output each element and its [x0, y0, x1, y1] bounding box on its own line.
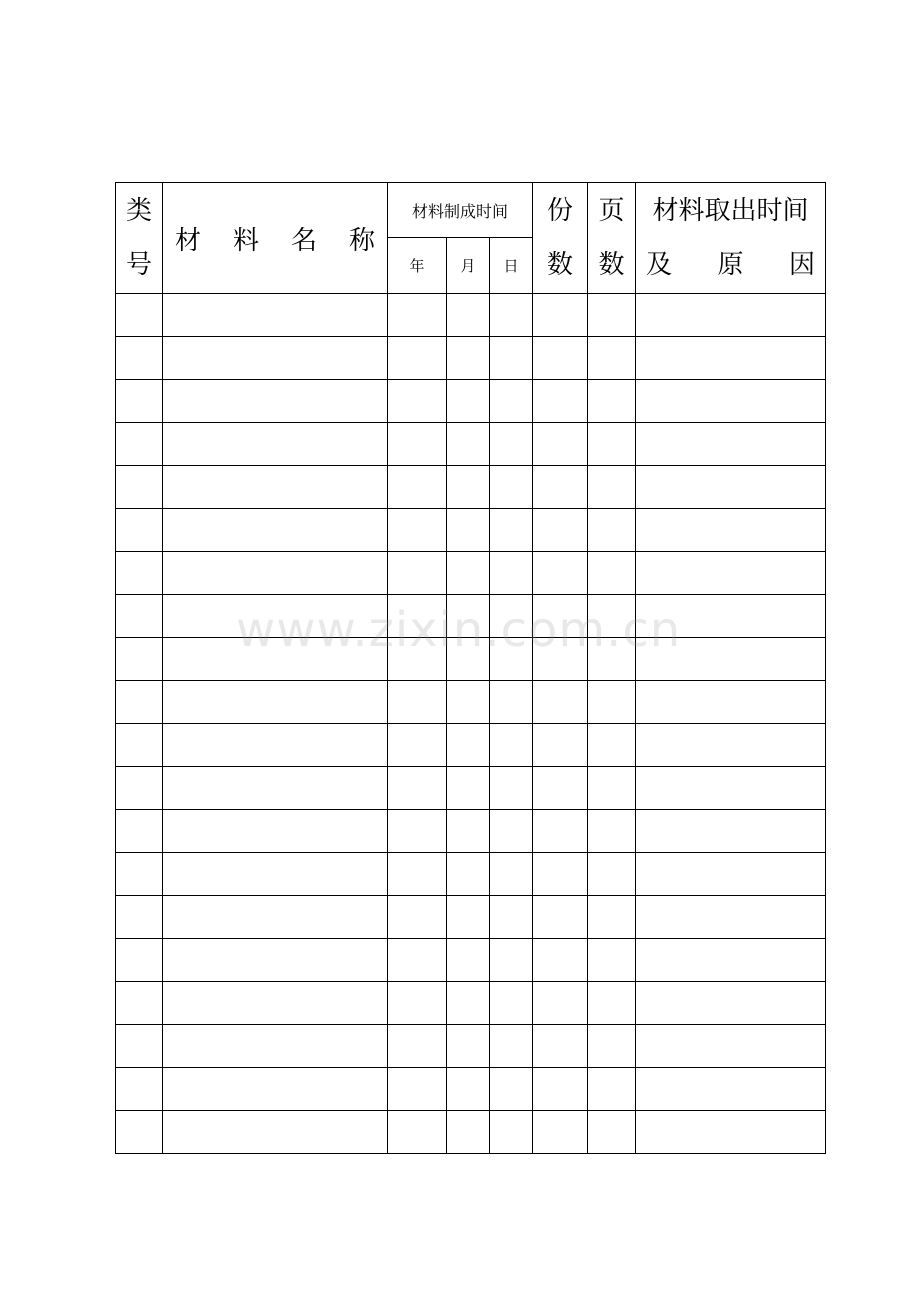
- cell-removed-reason[interactable]: [636, 380, 826, 423]
- header-removed-time-reason: [636, 183, 826, 294]
- header-month: 月: [447, 238, 490, 294]
- header-category-no: [116, 183, 163, 294]
- cell-material-name[interactable]: [163, 896, 388, 939]
- cell-month[interactable]: [447, 939, 490, 982]
- cell-month[interactable]: [447, 1111, 490, 1154]
- header-removed-time-line1: 材料取出时间: [652, 196, 809, 226]
- cell-category-no[interactable]: [116, 724, 163, 767]
- table-row: [116, 380, 826, 423]
- cell-year[interactable]: [388, 380, 447, 423]
- cell-month[interactable]: [447, 294, 490, 337]
- cell-category-no[interactable]: [116, 380, 163, 423]
- cell-material-name[interactable]: [163, 1025, 388, 1068]
- cell-month[interactable]: [447, 896, 490, 939]
- header-category-no-char-1: 类: [125, 196, 152, 226]
- cell-day[interactable]: [490, 1068, 533, 1111]
- cell-month[interactable]: [447, 638, 490, 681]
- cell-material-name[interactable]: [163, 337, 388, 380]
- table-row: [116, 810, 826, 853]
- cell-year[interactable]: [388, 1068, 447, 1111]
- material-register-table: [115, 182, 826, 1154]
- cell-day[interactable]: [490, 1111, 533, 1154]
- cell-category-no[interactable]: [116, 681, 163, 724]
- table-row: [116, 681, 826, 724]
- cell-category-no[interactable]: [116, 595, 163, 638]
- cell-pages[interactable]: [588, 466, 636, 509]
- cell-removed-reason[interactable]: [636, 1068, 826, 1111]
- header-material-name: [163, 183, 388, 294]
- table-body: [116, 294, 826, 1154]
- cell-pages[interactable]: [588, 380, 636, 423]
- cell-copies[interactable]: [533, 638, 588, 681]
- cell-month[interactable]: [447, 337, 490, 380]
- table-row: [116, 767, 826, 810]
- cell-day[interactable]: [490, 552, 533, 595]
- table-row: [116, 939, 826, 982]
- cell-material-name[interactable]: [163, 767, 388, 810]
- header-pages-char-2: 数: [598, 250, 625, 280]
- cell-year[interactable]: [388, 1111, 447, 1154]
- cell-removed-reason[interactable]: [636, 1025, 826, 1068]
- cell-year[interactable]: [388, 767, 447, 810]
- cell-removed-reason[interactable]: [636, 595, 826, 638]
- cell-copies[interactable]: [533, 294, 588, 337]
- cell-pages[interactable]: [588, 552, 636, 595]
- cell-material-name[interactable]: [163, 1068, 388, 1111]
- cell-copies[interactable]: [533, 380, 588, 423]
- cell-copies[interactable]: [533, 810, 588, 853]
- cell-removed-reason[interactable]: [636, 509, 826, 552]
- table-row: [116, 509, 826, 552]
- cell-month[interactable]: [447, 681, 490, 724]
- table-row: [116, 595, 826, 638]
- cell-year[interactable]: [388, 896, 447, 939]
- cell-category-no[interactable]: [116, 337, 163, 380]
- cell-year[interactable]: [388, 853, 447, 896]
- table-row: [116, 724, 826, 767]
- cell-material-name[interactable]: [163, 724, 388, 767]
- header-made-time: 材料制成时间: [388, 183, 533, 238]
- header-removed-reason-char-3: 因: [789, 250, 816, 280]
- cell-material-name[interactable]: [163, 982, 388, 1025]
- cell-year[interactable]: [388, 466, 447, 509]
- cell-removed-reason[interactable]: [636, 638, 826, 681]
- cell-month[interactable]: [447, 853, 490, 896]
- cell-material-name[interactable]: [163, 294, 388, 337]
- cell-pages[interactable]: [588, 1111, 636, 1154]
- cell-removed-reason[interactable]: [636, 1111, 826, 1154]
- cell-copies[interactable]: [533, 466, 588, 509]
- header-copies-char-2: 数: [547, 250, 574, 280]
- cell-category-no[interactable]: [116, 810, 163, 853]
- cell-day[interactable]: [490, 638, 533, 681]
- cell-month[interactable]: [447, 466, 490, 509]
- cell-removed-reason[interactable]: [636, 982, 826, 1025]
- table-row: [116, 294, 826, 337]
- cell-copies[interactable]: [533, 337, 588, 380]
- cell-day[interactable]: [490, 896, 533, 939]
- cell-material-name[interactable]: [163, 423, 388, 466]
- cell-copies[interactable]: [533, 939, 588, 982]
- header-material-name-char-4: 称: [348, 225, 375, 256]
- header-year: 年: [388, 238, 447, 294]
- table-row: [116, 1068, 826, 1111]
- cell-category-no[interactable]: [116, 982, 163, 1025]
- cell-day[interactable]: [490, 466, 533, 509]
- watermark: www.zixin.com.cn: [236, 602, 682, 658]
- cell-year[interactable]: [388, 1025, 447, 1068]
- cell-pages[interactable]: [588, 294, 636, 337]
- cell-removed-reason[interactable]: [636, 896, 826, 939]
- cell-day[interactable]: [490, 724, 533, 767]
- cell-day[interactable]: [490, 767, 533, 810]
- cell-removed-reason[interactable]: [636, 810, 826, 853]
- cell-material-name[interactable]: [163, 466, 388, 509]
- cell-year[interactable]: [388, 552, 447, 595]
- cell-day[interactable]: [490, 337, 533, 380]
- cell-day[interactable]: [490, 853, 533, 896]
- cell-category-no[interactable]: [116, 896, 163, 939]
- cell-material-name[interactable]: [163, 1111, 388, 1154]
- cell-day[interactable]: [490, 380, 533, 423]
- table-row: [116, 982, 826, 1025]
- cell-year[interactable]: [388, 294, 447, 337]
- cell-material-name[interactable]: [163, 638, 388, 681]
- cell-day[interactable]: [490, 509, 533, 552]
- cell-removed-reason[interactable]: [636, 423, 826, 466]
- header-material-name-char-2: 料: [232, 225, 259, 256]
- cell-copies[interactable]: [533, 1111, 588, 1154]
- cell-day[interactable]: [490, 294, 533, 337]
- cell-pages[interactable]: [588, 1068, 636, 1111]
- table-row: [116, 466, 826, 509]
- cell-removed-reason[interactable]: [636, 294, 826, 337]
- cell-pages[interactable]: [588, 810, 636, 853]
- table-row: [116, 1025, 826, 1068]
- cell-copies[interactable]: [533, 853, 588, 896]
- cell-day[interactable]: [490, 423, 533, 466]
- cell-month[interactable]: [447, 595, 490, 638]
- header-removed-reason-char-1: 及: [646, 250, 673, 280]
- header-material-name-char-1: 材: [175, 225, 202, 256]
- header-pages-char-1: 页: [598, 196, 625, 226]
- cell-pages[interactable]: [588, 767, 636, 810]
- cell-pages[interactable]: [588, 681, 636, 724]
- header-copies: [533, 183, 588, 294]
- cell-year[interactable]: [388, 595, 447, 638]
- cell-category-no[interactable]: [116, 466, 163, 509]
- cell-copies[interactable]: [533, 595, 588, 638]
- cell-day[interactable]: [490, 939, 533, 982]
- cell-day[interactable]: [490, 982, 533, 1025]
- header-row-1: [116, 183, 826, 238]
- cell-month[interactable]: [447, 982, 490, 1025]
- cell-pages[interactable]: [588, 509, 636, 552]
- cell-category-no[interactable]: [116, 853, 163, 896]
- cell-removed-reason[interactable]: [636, 681, 826, 724]
- cell-material-name[interactable]: [163, 552, 388, 595]
- cell-copies[interactable]: [533, 423, 588, 466]
- cell-pages[interactable]: [588, 1025, 636, 1068]
- table-row: [116, 552, 826, 595]
- cell-month[interactable]: [447, 423, 490, 466]
- cell-year[interactable]: [388, 337, 447, 380]
- cell-pages[interactable]: [588, 896, 636, 939]
- cell-month[interactable]: [447, 767, 490, 810]
- cell-category-no[interactable]: [116, 423, 163, 466]
- cell-day[interactable]: [490, 810, 533, 853]
- cell-year[interactable]: [388, 638, 447, 681]
- cell-removed-reason[interactable]: [636, 724, 826, 767]
- cell-pages[interactable]: [588, 423, 636, 466]
- cell-copies[interactable]: [533, 509, 588, 552]
- cell-category-no[interactable]: [116, 509, 163, 552]
- cell-month[interactable]: [447, 1025, 490, 1068]
- cell-pages[interactable]: [588, 853, 636, 896]
- cell-removed-reason[interactable]: [636, 767, 826, 810]
- header-day: 日: [490, 238, 533, 294]
- cell-removed-reason[interactable]: [636, 552, 826, 595]
- header-copies-char-1: 份: [547, 196, 574, 226]
- cell-year[interactable]: [388, 982, 447, 1025]
- cell-category-no[interactable]: [116, 552, 163, 595]
- cell-year[interactable]: [388, 724, 447, 767]
- cell-month[interactable]: [447, 1068, 490, 1111]
- cell-removed-reason[interactable]: [636, 337, 826, 380]
- cell-pages[interactable]: [588, 595, 636, 638]
- cell-material-name[interactable]: [163, 939, 388, 982]
- cell-year[interactable]: [388, 423, 447, 466]
- cell-pages[interactable]: [588, 982, 636, 1025]
- cell-day[interactable]: [490, 595, 533, 638]
- cell-day[interactable]: [490, 1025, 533, 1068]
- cell-copies[interactable]: [533, 552, 588, 595]
- cell-copies[interactable]: [533, 896, 588, 939]
- cell-month[interactable]: [447, 552, 490, 595]
- table-row: [116, 638, 826, 681]
- cell-category-no[interactable]: [116, 294, 163, 337]
- header-removed-reason-char-2: 原: [717, 250, 744, 280]
- table-row: [116, 853, 826, 896]
- table-row: [116, 337, 826, 380]
- header-pages: [588, 183, 636, 294]
- cell-pages[interactable]: [588, 939, 636, 982]
- cell-copies[interactable]: [533, 982, 588, 1025]
- cell-material-name[interactable]: [163, 595, 388, 638]
- table-row: [116, 423, 826, 466]
- cell-month[interactable]: [447, 509, 490, 552]
- cell-month[interactable]: [447, 724, 490, 767]
- table-row: [116, 1111, 826, 1154]
- cell-material-name[interactable]: [163, 380, 388, 423]
- cell-year[interactable]: [388, 681, 447, 724]
- cell-material-name[interactable]: [163, 509, 388, 552]
- table-row: [116, 896, 826, 939]
- cell-material-name[interactable]: [163, 681, 388, 724]
- cell-copies[interactable]: [533, 1025, 588, 1068]
- cell-category-no[interactable]: [116, 638, 163, 681]
- cell-removed-reason[interactable]: [636, 466, 826, 509]
- cell-day[interactable]: [490, 681, 533, 724]
- cell-year[interactable]: [388, 810, 447, 853]
- cell-year[interactable]: [388, 939, 447, 982]
- cell-material-name[interactable]: [163, 810, 388, 853]
- header-category-no-char-2: 号: [125, 250, 152, 280]
- cell-category-no[interactable]: [116, 1025, 163, 1068]
- cell-category-no[interactable]: [116, 767, 163, 810]
- cell-pages[interactable]: [588, 337, 636, 380]
- cell-copies[interactable]: [533, 767, 588, 810]
- cell-month[interactable]: [447, 810, 490, 853]
- cell-year[interactable]: [388, 509, 447, 552]
- cell-removed-reason[interactable]: [636, 939, 826, 982]
- cell-month[interactable]: [447, 380, 490, 423]
- cell-pages[interactable]: [588, 638, 636, 681]
- cell-pages[interactable]: [588, 724, 636, 767]
- cell-removed-reason[interactable]: [636, 853, 826, 896]
- cell-category-no[interactable]: [116, 1111, 163, 1154]
- cell-category-no[interactable]: [116, 1068, 163, 1111]
- cell-copies[interactable]: [533, 681, 588, 724]
- cell-copies[interactable]: [533, 1068, 588, 1111]
- header-material-name-char-3: 名: [290, 225, 317, 256]
- cell-copies[interactable]: [533, 724, 588, 767]
- cell-category-no[interactable]: [116, 939, 163, 982]
- cell-material-name[interactable]: [163, 853, 388, 896]
